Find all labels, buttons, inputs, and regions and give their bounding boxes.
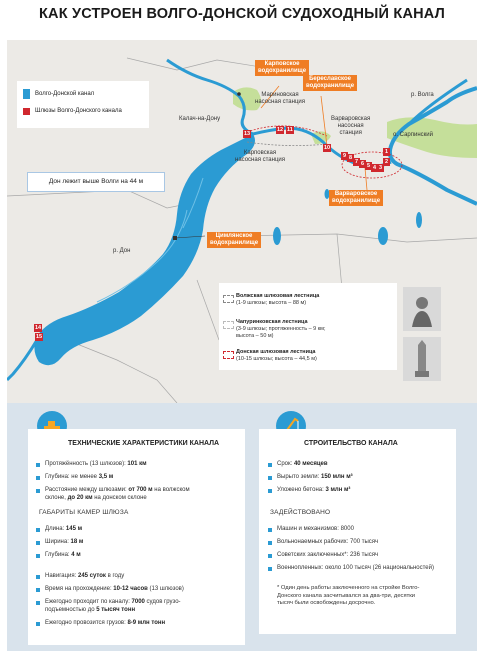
tech-length: Протяжённость (13 шлюзов): 101 км xyxy=(45,461,147,467)
construction-title: СТРОИТЕЛЬСТВО КАНАЛА xyxy=(304,440,398,447)
monument-photo xyxy=(403,337,441,381)
ladder-icon-chapurnik xyxy=(223,321,234,329)
tag-tsimlyan-reservoir: Цимлянское водохранилище xyxy=(207,232,261,248)
lock-marker-12: 12 xyxy=(277,127,284,133)
lock-marker-3: 3 xyxy=(378,165,383,171)
tag-bereslav-reservoir: Береславское водохранилище xyxy=(303,75,357,91)
lock-marker-13: 13 xyxy=(244,131,251,137)
lock-marker-2: 2 xyxy=(384,159,389,165)
lock-marker-1: 1 xyxy=(384,149,389,155)
tag-varvar-reservoir: Варваровское водохранилище xyxy=(329,190,383,206)
involved-subtitle: ЗАДЕЙСТВОВАНО xyxy=(270,509,331,516)
involved-machines: Машин и механизмов: 8000 xyxy=(277,526,354,532)
lock-legend-icon xyxy=(23,108,30,115)
lock-marker-14: 14 xyxy=(35,325,42,331)
ladder-name-2: Донская шлюзовая лестница xyxy=(236,349,316,355)
legend xyxy=(17,81,149,128)
lock-marker-4: 4 xyxy=(372,165,377,171)
monument-icon xyxy=(403,337,441,381)
lock-marker-6: 6 xyxy=(360,161,365,167)
tech-distance: Расстояние между шлюзами: от 700 м на волжском склоне, до 20 км на донском склоне xyxy=(45,487,190,501)
tech-depth: Глубина: не менее 3,5 м xyxy=(45,474,114,480)
legend-locks: Шлюзы Волго-Донского канала xyxy=(35,108,122,114)
statue-icon xyxy=(403,287,441,331)
bottom-panel xyxy=(7,403,477,651)
lock-marker-5: 5 xyxy=(366,163,371,169)
ladder-desc-2: (10-15 шлюзы; высота – 44,5 м) xyxy=(236,356,317,362)
legend-canal: Волго-Донской канал xyxy=(35,91,95,97)
dims-subtitle: ГАБАРИТЫ КАМЕР ШЛЮЗА xyxy=(39,509,129,516)
dim-depth: Глубина: 4 м xyxy=(45,552,81,558)
canal-map xyxy=(7,40,477,403)
ladder-icon-volga xyxy=(223,295,234,303)
statue-photo xyxy=(403,287,441,331)
construction-card xyxy=(259,429,456,634)
ladder-desc-1: (3-9 шлюзы; протяженность – 9 км; высота – 50 м) xyxy=(236,326,326,339)
tag-karpov-reservoir: Карповское водохранилище xyxy=(255,60,309,76)
lock-marker-8: 8 xyxy=(348,155,353,161)
lock-marker-9: 9 xyxy=(342,153,347,159)
elevation-note: Дон лежит выше Волги на 44 м xyxy=(27,172,165,192)
build-term: Срок: 40 месяцев xyxy=(277,461,328,467)
involved-pow: Военнопленных: около 100 тысяч (26 национальностей) xyxy=(277,565,434,571)
ladder-legend xyxy=(219,283,397,370)
photos xyxy=(403,287,441,383)
build-earth: Вырыто земли: 150 млн м³ xyxy=(277,474,353,480)
tech-title: ТЕХНИЧЕСКИЕ ХАРАКТЕРИСТИКИ КАНАЛА xyxy=(68,440,220,447)
label-kalach: Калач-на-Дону xyxy=(179,116,221,122)
ladder-desc-0: (1-9 шлюзы; высота – 88 м) xyxy=(236,300,307,306)
footnote: * Один день работы заключенного на стройке Волго- Донского канала засчитывался за два-три, десятки тысяч были освобождены досрочно. xyxy=(277,585,420,606)
ladder-name-1: Чапуринковская лестница xyxy=(236,319,308,325)
lock-marker-7: 7 xyxy=(354,159,359,165)
dim-width: Ширина: 18 м xyxy=(45,539,84,545)
nav-ships: Ежегодно проходит по каналу: 7000 судов грузо- подъемностью до 5 тысяч тонн xyxy=(45,599,181,613)
ladder-name-0: Волжская шлюзовая лестница xyxy=(236,293,320,299)
lock-marker-11: 11 xyxy=(287,127,293,133)
lock-marker-15: 15 xyxy=(36,334,43,340)
canal-legend-icon xyxy=(23,89,30,99)
label-volga: р. Волга xyxy=(411,92,434,98)
nav-days: Навигация: 245 суток в году xyxy=(45,573,125,579)
dim-length: Длина: 145 м xyxy=(45,526,83,532)
nav-time: Время на прохождение: 10-12 часов (13 шлюзов) xyxy=(45,586,184,592)
ladder-icon-don xyxy=(223,351,234,359)
label-karpov-station: Карповская насосная станция xyxy=(235,150,285,163)
label-don: р. Дон xyxy=(113,248,131,254)
nav-cargo: Ежегодно провозится грузов: 8-9 млн тонн xyxy=(45,620,166,626)
label-sarepta: о. Сарпинский xyxy=(393,132,433,138)
label-varvar-station: Варваровская насосная станция xyxy=(331,116,371,136)
page-title: КАК УСТРОЕН ВОЛГО-ДОНСКОЙ СУДОХОДНЫЙ КАНАЛ xyxy=(38,6,446,22)
tech-card xyxy=(28,429,245,645)
involved-workers: Вольнонаемных рабочих: 700 тысяч xyxy=(277,539,379,545)
build-concrete: Уложено бетона: 3 млн м³ xyxy=(277,487,351,493)
involved-prisoners: Советских заключенных*: 236 тысяч xyxy=(277,552,379,558)
lock-marker-10: 10 xyxy=(324,145,331,151)
label-marin-station: Мариновская насосная станция xyxy=(255,92,305,105)
